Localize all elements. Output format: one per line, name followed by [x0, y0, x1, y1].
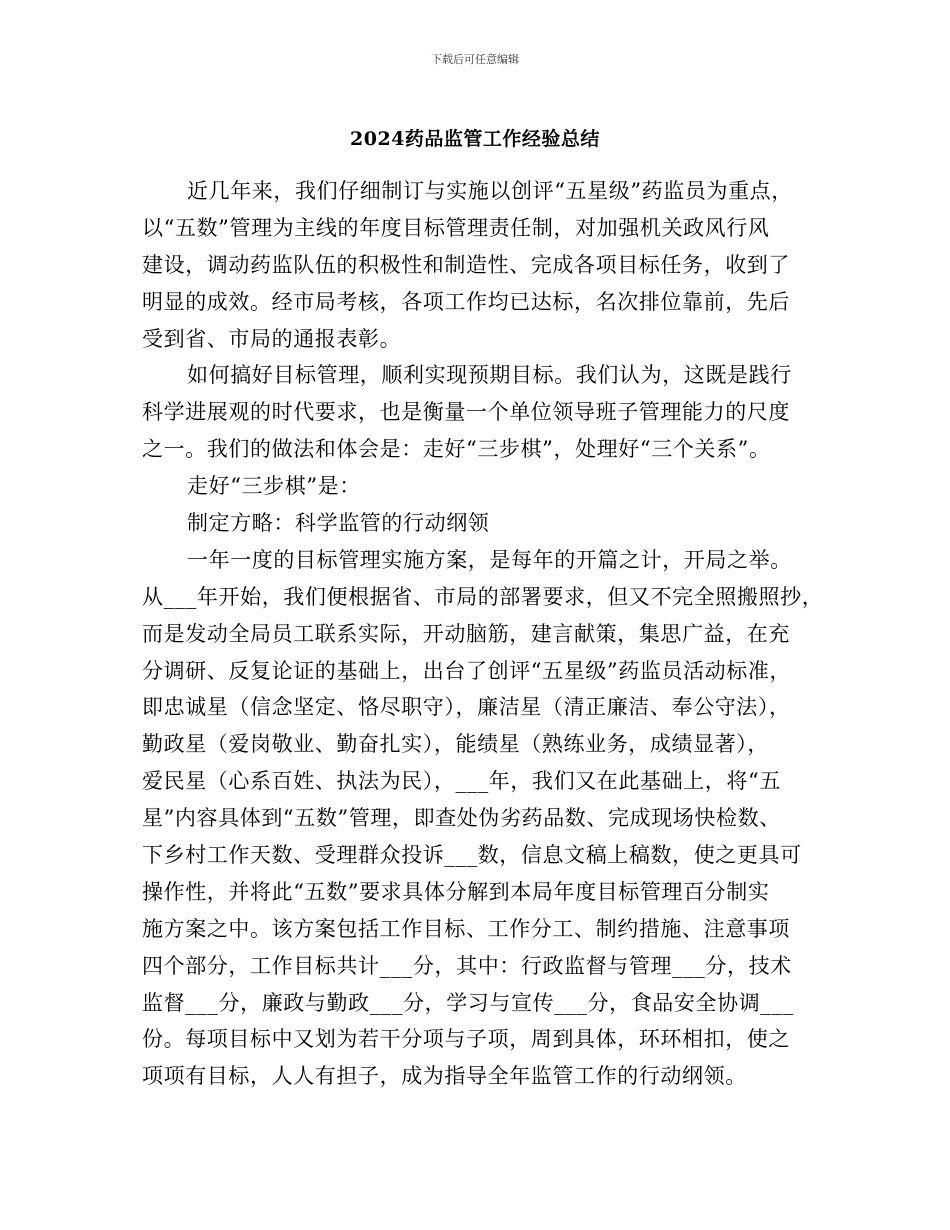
text-line: 以“五数”管理为主线的年度目标管理责任制，对加强机关政风行风 [142, 215, 770, 240]
text-line: 近几年来，我们仔细制订与实施以创评“五星级”药监员为重点， [187, 179, 793, 203]
text-line: 星”内容具体到“五数”管理，即查处伪劣药品数、完成现场快检数、 [142, 806, 781, 831]
text-line: 制定方略：科学监管的行动纲领 [187, 511, 490, 536]
document-title: 2024药品监管工作经验总结 [350, 128, 600, 150]
text-line: 而是发动全局员工联系实际，开动脑筋，建言献策，集思广益，在充 [142, 621, 790, 646]
text-line: 监督___分，廉政与勤政___分，学习与宣传___分，食品安全协调___ [142, 990, 794, 1015]
text-line: 项项有目标，人人有担子，成为指导全年监管工作的行动纲领。 [142, 1064, 747, 1089]
text-line: 一年一度的目标管理实施方案，是每年的开篇之计，开局之举。 [187, 547, 792, 572]
text-line: 即忠诚星（信念坚定、恪尽职守），廉洁星（清正廉洁、奉公守法）， [142, 695, 791, 720]
text-line: 建设，调动药监队伍的积极性和制造性、完成各项目标任务，收到了 [142, 252, 790, 277]
text-line: 勤政星（爱岗敬业、勤奋扎实），能绩星（熟练业务，成绩显著）， [142, 732, 769, 757]
text-line: 如何搞好目标管理，顺利实现预期目标。我们认为，这既是践行 [187, 363, 792, 388]
text-line: 下乡村工作天数、受理群众投诉___数，信息文稿上稿数，使之更具可 [142, 843, 802, 868]
text-line: 受到省、市局的通报表彰。 [142, 326, 402, 351]
text-line: 四个部分，工作目标共计___分，其中：行政监督与管理___分，技术 [142, 953, 792, 978]
text-line: 明显的成效。经市局考核，各项工作均已达标，名次排位靠前，先后 [142, 289, 790, 314]
text-line: 份。每项目标中又划为若干分项与子项，周到具体，环环相扣，使之 [142, 1027, 790, 1052]
text-line: 爱民星（心系百姓、执法为民），___年，我们又在此基础上，将“五 [142, 769, 781, 794]
document-body [142, 173, 824, 1095]
text-line: 施方案之中。该方案包括工作目标、工作分工、制约措施、注意事项 [142, 916, 790, 941]
text-line: 科学进展观的时代要求，也是衡量一个单位领导班子管理能力的尺度 [142, 400, 790, 425]
text-line: 操作性，并将此“五数”要求具体分解到本局年度目标管理百分制实 [142, 879, 770, 904]
text-line: 从___年开始，我们便根据省、市局的部署要求，但又不完全照搬照抄， [142, 584, 824, 609]
text-line: 之一。我们的做法和体会是：走好“三步棋”，处理好“三个关系”。 [142, 437, 771, 462]
text-line: 走好“三步棋”是： [187, 474, 361, 499]
header-note: 下载后可任意编辑 [431, 53, 519, 66]
text-line: 分调研、反复论证的基础上，出台了创评“五星级”药监员活动标准， [142, 658, 792, 683]
